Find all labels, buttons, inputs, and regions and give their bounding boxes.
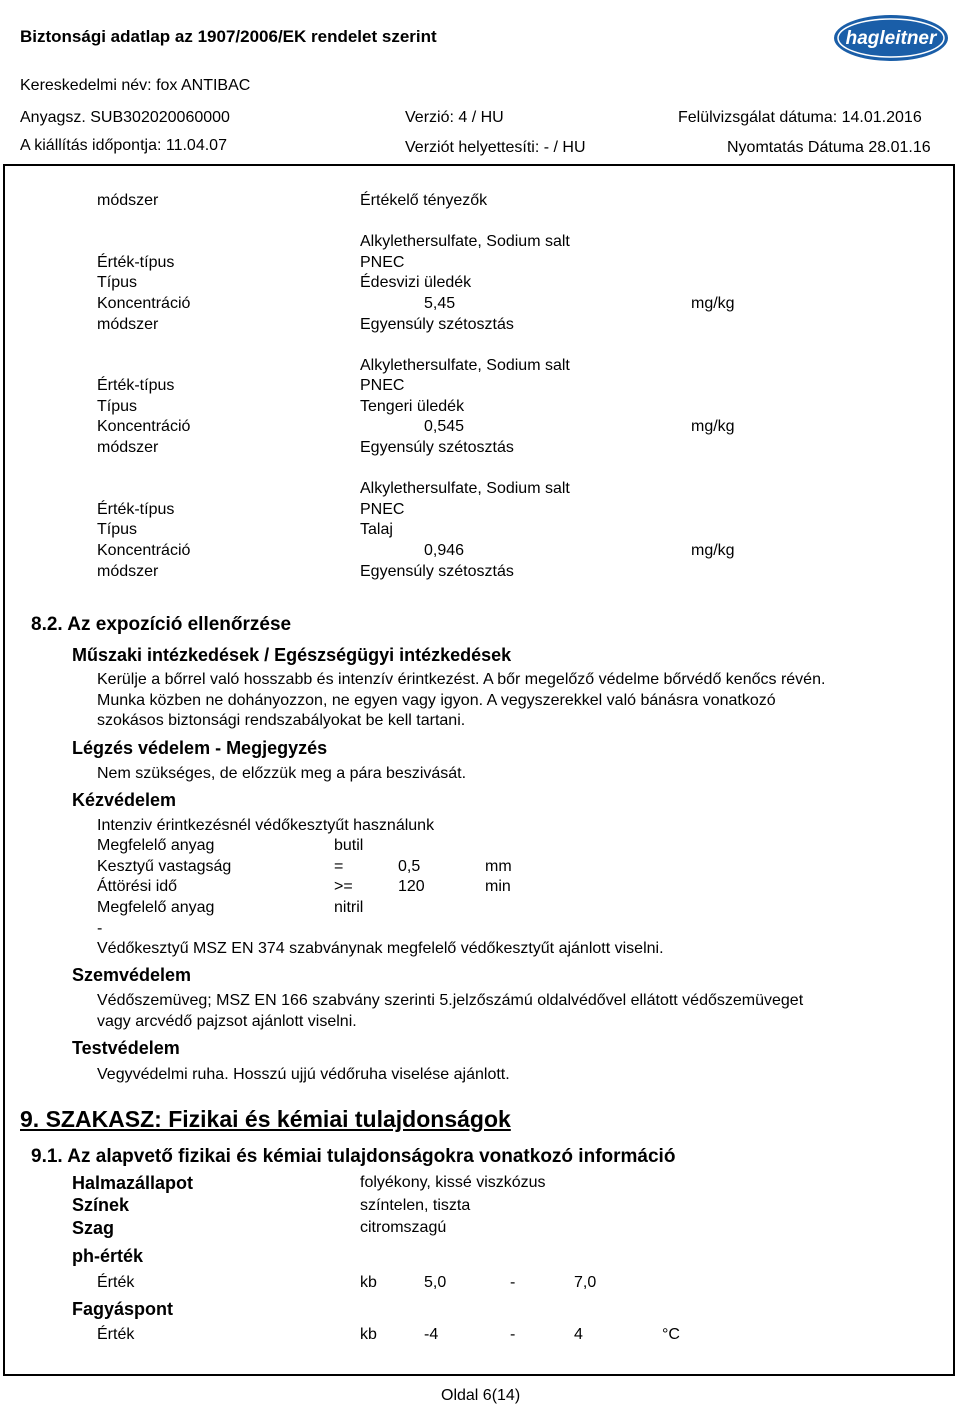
concentration-label: Koncentráció	[97, 542, 191, 559]
eye-protection-line: Védőszemüveg; MSZ EN 166 szabvány szerinti 5.jelzőszámú oldalvédővel ellátott védőszemüveget	[97, 992, 804, 1009]
value-type-label: Érték-típus	[97, 501, 175, 518]
ph-label: ph-érték	[72, 1246, 144, 1266]
freezing-dash: -	[510, 1326, 516, 1343]
concentration-label: Koncentráció	[97, 418, 191, 435]
concentration-unit: mg/kg	[691, 418, 735, 435]
value-type: PNEC	[360, 377, 405, 394]
eye-protection-line: vagy arcvédő pajzsot ajánlott viselni.	[97, 1013, 357, 1030]
type-label: Típus	[97, 521, 138, 538]
glove-row-label: Kesztyű vastagság	[97, 858, 232, 875]
hand-protection-intro: Intenziv érintkezésnél védőkesztyűt használunk	[97, 817, 435, 834]
color-value: színtelen, tiszta	[360, 1197, 471, 1214]
glove-row-label: Megfelelő anyag	[97, 837, 215, 854]
glove-row-value: 120	[398, 878, 425, 895]
body-protection-heading: Testvédelem	[72, 1038, 180, 1058]
value-type-label: Érték-típus	[97, 377, 175, 394]
print-date: Nyomtatás Dátuma 28.01.16	[727, 139, 931, 156]
material-number: Anyagsz. SUB302020060000	[20, 109, 230, 126]
glove-row-value: 0,5	[398, 858, 421, 875]
type-label: Típus	[97, 398, 138, 415]
method-label: módszer	[97, 192, 159, 209]
hand-protection-dash: -	[97, 920, 103, 937]
eye-protection-heading: Szemvédelem	[72, 965, 192, 985]
concentration-value: 0,946	[424, 542, 465, 559]
type-label: Típus	[97, 274, 138, 291]
color-label: Színek	[72, 1195, 130, 1215]
ph-to: 7,0	[574, 1274, 597, 1291]
glove-row-label: Megfelelő anyag	[97, 899, 215, 916]
freezing-point-label: Fagyáspont	[72, 1299, 174, 1319]
method-value: Egyensúly szétosztás	[360, 316, 514, 333]
glove-row-unit: mm	[485, 858, 512, 875]
trade-name: Kereskedelmi név: fox ANTIBAC	[20, 77, 251, 94]
replaces-version: Verziót helyettesíti: - / HU	[405, 139, 586, 156]
ph-dash: -	[510, 1274, 516, 1291]
version: Verzió: 4 / HU	[405, 109, 504, 126]
concentration-unit: mg/kg	[691, 542, 735, 559]
page-number: Oldal 6(14)	[441, 1387, 521, 1404]
technical-measures-line: Kerülje a bőrrel való hosszabb és intenzív érintkezést. A bőr megelőző védelme bőrvédő kenőcs révén.	[97, 671, 826, 688]
freezing-to: 4	[574, 1326, 583, 1343]
odor-label: Szag	[72, 1218, 115, 1238]
method-label: módszer	[97, 563, 159, 580]
odor-value: citromszagú	[360, 1219, 447, 1236]
hand-protection-note: Védőkesztyű MSZ EN 374 szabványnak megfelelő védőkesztyűt ajánlott viselni.	[97, 940, 664, 957]
technical-measures-heading: Műszaki intézkedések / Egészségügyi intézkedések	[72, 645, 512, 665]
glove-row-op: =	[334, 858, 344, 875]
substance-name: Alkylethersulfate, Sodium salt	[360, 233, 570, 250]
method-label: módszer	[97, 316, 159, 333]
method-label: módszer	[97, 439, 159, 456]
hand-protection-heading: Kézvédelem	[72, 790, 177, 810]
value-type: PNEC	[360, 501, 405, 518]
revision-date: Felülvizsgálat dátuma: 14.01.2016	[678, 109, 922, 126]
type-value: Édesvizi üledék	[360, 274, 472, 291]
section-9-1-heading: 9.1. Az alapvető fizikai és kémiai tulajdonságokra vonatkozó információ	[31, 1146, 676, 1167]
type-value: Talaj	[360, 521, 393, 538]
document-title: Biztonsági adatlap az 1907/2006/EK rendelet szerint	[20, 27, 437, 46]
concentration-value: 5,45	[424, 295, 456, 312]
brand-text: hagleitner	[845, 28, 937, 49]
method-value: Egyensúly szétosztás	[360, 563, 514, 580]
freezing-value-label: Érték	[97, 1326, 135, 1343]
concentration-unit: mg/kg	[691, 295, 735, 312]
glove-row-unit: min	[485, 878, 511, 895]
substance-name: Alkylethersulfate, Sodium salt	[360, 480, 570, 497]
glove-row-label: Áttörési idő	[97, 878, 178, 895]
respiratory-protection-heading: Légzés védelem - Megjegyzés	[72, 738, 328, 758]
ph-approx: kb	[360, 1274, 377, 1291]
ph-from: 5,0	[424, 1274, 447, 1291]
concentration-label: Koncentráció	[97, 295, 191, 312]
issue-date: A kiállítás időpontja: 11.04.07	[20, 137, 227, 154]
method-value: Értékelő tényezők	[360, 192, 488, 209]
section-9-heading: 9. SZAKASZ: Fizikai és kémiai tulajdonságok	[20, 1106, 511, 1132]
freezing-from: -4	[424, 1326, 439, 1343]
body-protection-text: Vegyvédelmi ruha. Hosszú ujjú védőruha viselése ajánlott.	[97, 1066, 510, 1083]
hagleitner-logo	[832, 10, 950, 64]
respiratory-protection-text: Nem szükséges, de előzzük meg a pára beszivását.	[97, 765, 467, 782]
technical-measures-line: szokásos biztonsági rendszabályokat be kell tartani.	[97, 712, 466, 729]
freezing-unit: °C	[662, 1326, 680, 1343]
glove-row-op: nitril	[334, 899, 364, 916]
state-label: Halmazállapot	[72, 1173, 194, 1193]
type-value: Tengeri üledék	[360, 398, 465, 415]
glove-row-op: >=	[334, 878, 353, 895]
method-value: Egyensúly szétosztás	[360, 439, 514, 456]
value-type: PNEC	[360, 254, 405, 271]
technical-measures-line: Munka közben ne dohányozzon, ne egyen vagy igyon. A vegyszerekkel való bánásra vonatkozó	[97, 692, 776, 709]
concentration-value: 0,545	[424, 418, 465, 435]
value-type-label: Érték-típus	[97, 254, 175, 271]
freezing-approx: kb	[360, 1326, 377, 1343]
ph-value-label: Érték	[97, 1274, 135, 1291]
section-8-2-heading: 8.2. Az expozíció ellenőrzése	[31, 614, 292, 635]
glove-row-op: butil	[334, 837, 364, 854]
state-value: folyékony, kissé viszkózus	[360, 1174, 546, 1191]
substance-name: Alkylethersulfate, Sodium salt	[360, 357, 570, 374]
